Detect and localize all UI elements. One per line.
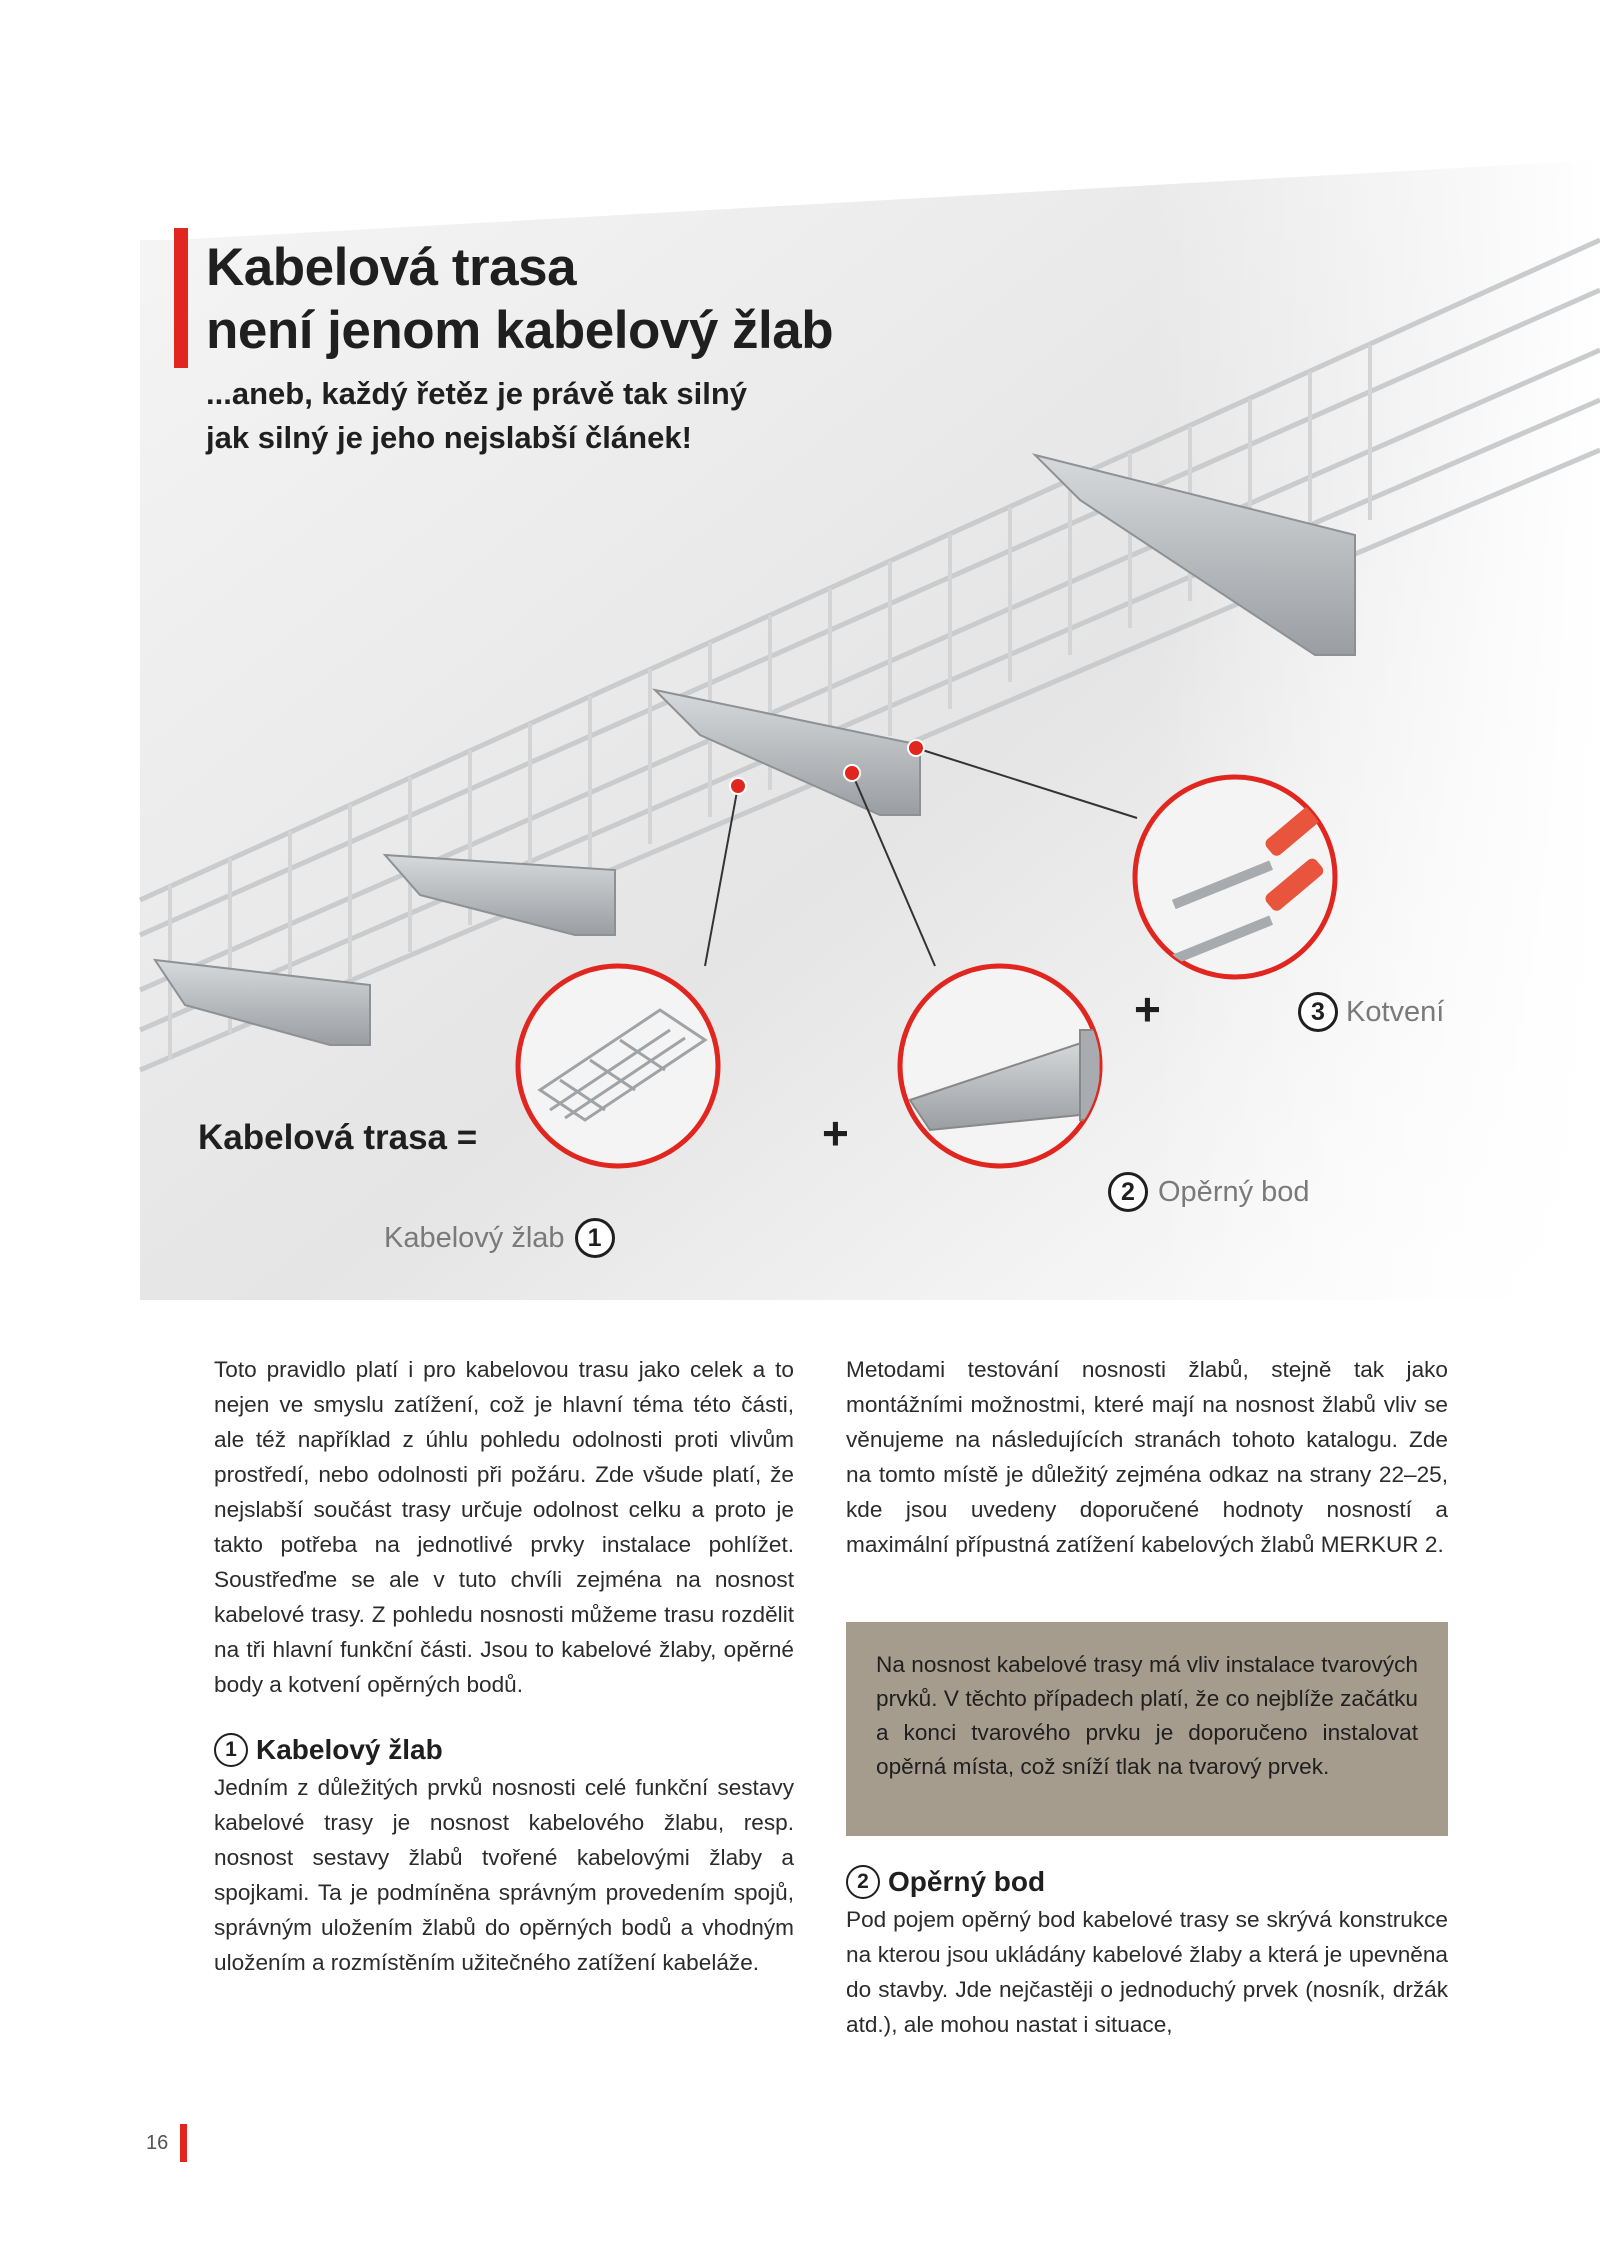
- left-column: [214, 1352, 794, 1980]
- callout-anchors: [1298, 992, 1444, 1032]
- subtitle-line-2: jak silný je jeho nejslabší článek!: [206, 420, 692, 455]
- intro-paragraph: Toto pravidlo platí i pro kabelovou trasu jako celek a to nejen ve smyslu zatížení, což je hlavní téma této části, ale též například z úhlu pohledu odolnosti proti vlivům prostředí, nebo odolnosti při požáru. Zde všude platí, že nejslabší součást trasy určuje odolnost celku a proto je takto potřeba na jednotlivé prvky instalace pohlížet. Soustřeďme se ale v tuto chvíli zejména na nosnost kabelové trasy. Z pohledu nosnosti můžeme trasu rozdělit na tři hlavní funkční části. Jsou to kabelové žlaby, opěrné body a kotvení opěrných bodů.: [214, 1357, 794, 1697]
- section-2-paragraph: Pod pojem opěrný bod kabelové trasy se skrývá konstrukce na kterou jsou ukládány kabelové žlaby a která je upevněna do stavby. Jde nejčastěji o jednoduchý prvek (nosník, držák atd.), ale mohou nastat i situace,: [846, 1907, 1448, 2037]
- plus-sign-1: +: [822, 1107, 849, 1159]
- title-accent-bar: [174, 228, 188, 368]
- callout-bracket: [1108, 1172, 1310, 1212]
- page-title: [206, 236, 833, 362]
- section-2-number-badge: 2: [846, 1865, 880, 1899]
- callout-2-label: Opěrný bod: [1158, 1175, 1310, 1208]
- number-1-badge: 1: [575, 1218, 615, 1258]
- number-2-badge: 2: [1108, 1172, 1148, 1212]
- circle-bracket: [900, 966, 1100, 1166]
- callout-1-label: Kabelový žlab: [384, 1221, 565, 1254]
- equation-label: Kabelová trasa =: [198, 1118, 478, 1157]
- section-2-title: Opěrný bod: [888, 1866, 1046, 1897]
- note-box: [846, 1622, 1448, 1836]
- page-subtitle: [206, 372, 747, 460]
- note-text: Na nosnost kabelové trasy má vliv instalace tvarových prvků. V těchto případech platí, že co nejblíže začátku a konci tvarového prvku je doporučeno instalovat opěrná místa, což sníží tlak na tvarový prvek.: [876, 1652, 1418, 1779]
- callout-3-label: Kotvení: [1346, 995, 1445, 1028]
- section-1-heading: [214, 1730, 794, 1770]
- circle-cable-tray: [518, 966, 718, 1166]
- title-line-1: Kabelová trasa: [206, 238, 577, 297]
- number-3-badge: 3: [1298, 992, 1338, 1032]
- subtitle-line-1: ...aneb, každý řetěz je právě tak silný: [206, 376, 748, 411]
- page-number: 16: [146, 2131, 169, 2154]
- section-2-heading: [846, 1862, 1448, 1902]
- right-intro-paragraph: Metodami testování nosnosti žlabů, stejně tak jako montážními možnostmi, které mají na nosnost žlabů vliv se věnujeme na následujících stranách tohoto katalogu. Zde na tomto místě je důležitý zejména odkaz na strany 22–25, kde jsou uvedeny doporučené hodnoty nosností a maximální přípustná zatížení kabelových žlabů MERKUR 2.: [846, 1357, 1448, 1557]
- page-footer: [146, 2124, 187, 2162]
- callout-cable-tray: [384, 1218, 615, 1258]
- section-1-title: Kabelový žlab: [256, 1734, 443, 1765]
- right-column: [846, 1352, 1448, 1562]
- circle-anchors: [1135, 777, 1335, 977]
- plus-sign-2: +: [1134, 983, 1161, 1035]
- footer-accent-bar: [180, 2124, 187, 2162]
- section-1-number-badge: 1: [214, 1733, 248, 1767]
- right-column-section-2: [846, 1862, 1448, 2042]
- title-line-2: není jenom kabelový žlab: [206, 301, 834, 360]
- section-1-paragraph: Jedním z důležitých prvků nosnosti celé funkční sestavy kabelové trasy je nosnost kabelového žlabu, resp. nosnost sestavy žlabů tvořené kabelovými žlaby a spojkami. Ta je podmíněna správným provedením spojů, správným uložením žlabů do opěrných bodů a vhodným uložením a rozmístěním užitečného zatížení kabeláže.: [214, 1775, 794, 1975]
